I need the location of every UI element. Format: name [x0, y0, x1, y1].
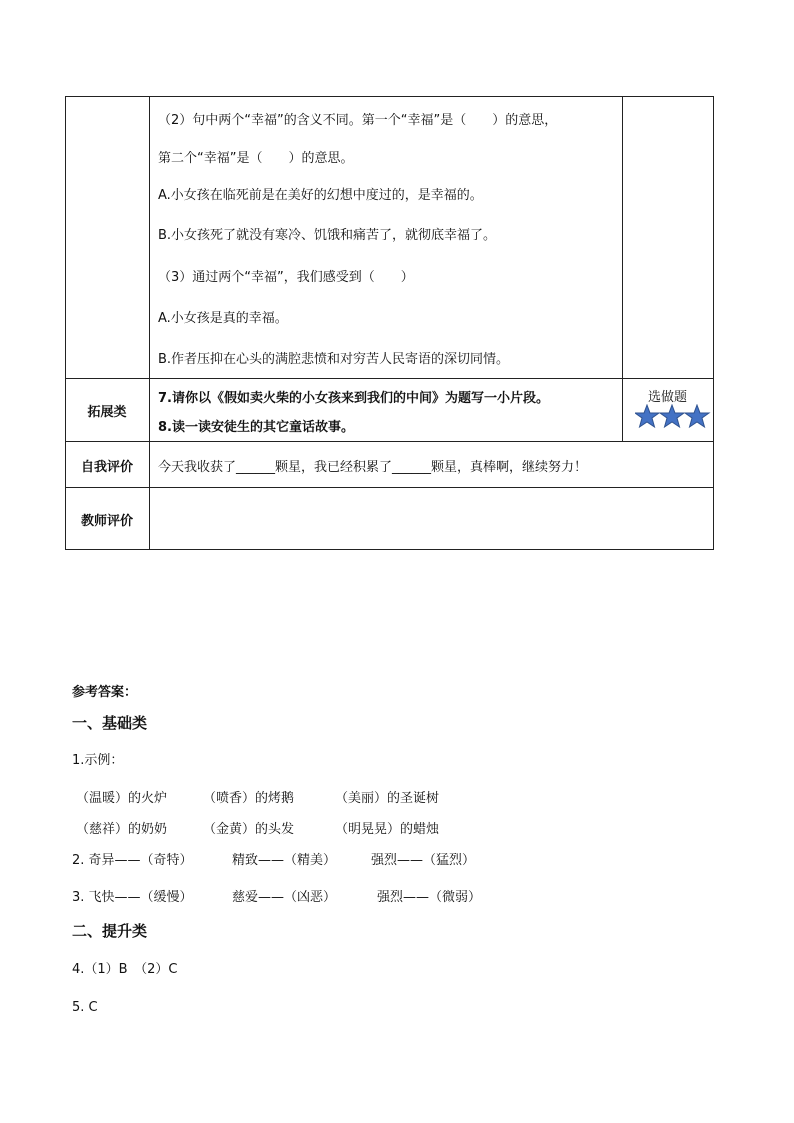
self-eval-label: 自我评价: [80, 460, 133, 475]
section-heading: 一、基础类: [72, 714, 148, 732]
answer-item: 3. 飞快——（缓慢）: [72, 890, 193, 905]
rating-stars: [635, 404, 711, 430]
star-icon: [660, 405, 684, 427]
option-a: A.小女孩在临死前是在美好的幻想中度过的，是幸福的。: [158, 188, 483, 203]
question-line: 第二个“幸福”是（ ）的意思。: [158, 151, 354, 166]
option-b: B.小女孩死了就没有寒冷、饥饿和痛苦了，就彻底幸福了。: [158, 228, 497, 243]
extension-label: 拓展类: [87, 405, 127, 420]
answer-item: （金黄）的头发: [203, 822, 295, 837]
answer-1-head: 1.示例：: [72, 753, 124, 768]
answer-item: 2. 奇异——（奇特）: [72, 853, 193, 868]
question-line: （2）句中两个“幸福”的含义不同。第一个“幸福”是（ ）的意思，: [158, 113, 558, 128]
exercise-table: [65, 96, 714, 550]
option-a: A.小女孩是真的幸福。: [158, 311, 288, 326]
question-line: （3）通过两个“幸福”，我们感受到（ ）: [158, 270, 414, 285]
optional-label: 选做题: [647, 390, 687, 405]
answer-item: （慈祥）的奶奶: [76, 822, 168, 837]
answer-item: 精致——（精美）: [232, 853, 337, 868]
self-eval-text: 今天我收获了______颗星，我已经积累了______颗星，真棒啊，继续努力！: [158, 460, 588, 475]
answer-item: （温暖）的火炉: [76, 791, 168, 806]
answer-item: （美丽）的圣诞树: [335, 791, 440, 806]
answer-item: 慈爱——（凶恶）: [232, 890, 337, 905]
star-icon: [685, 405, 709, 427]
star-icon: [635, 405, 659, 427]
answer-item: 4.（1）B （2）C: [72, 962, 178, 977]
answer-item: （喷香）的烤鹅: [203, 791, 295, 806]
answer-item: 强烈——（微弱）: [377, 890, 482, 905]
answers-title: 参考答案：: [72, 685, 138, 700]
extension-q7: 7.请你以《假如卖火柴的小女孩来到我们的中间》为题写一小片段。: [158, 391, 549, 406]
extension-q8: 8.读一读安徒生的其它童话故事。: [158, 420, 354, 435]
teacher-eval-label: 教师评价: [80, 514, 133, 529]
section-heading: 二、提升类: [72, 922, 148, 940]
option-b: B.作者压抑在心头的满腔悲愤和对穷苦人民寄语的深切同情。: [158, 352, 510, 367]
answer-item: （明晃晃）的蜡烛: [335, 822, 440, 837]
answer-item: 5. C: [72, 1000, 98, 1015]
answer-item: 强烈——（猛烈）: [371, 853, 476, 868]
